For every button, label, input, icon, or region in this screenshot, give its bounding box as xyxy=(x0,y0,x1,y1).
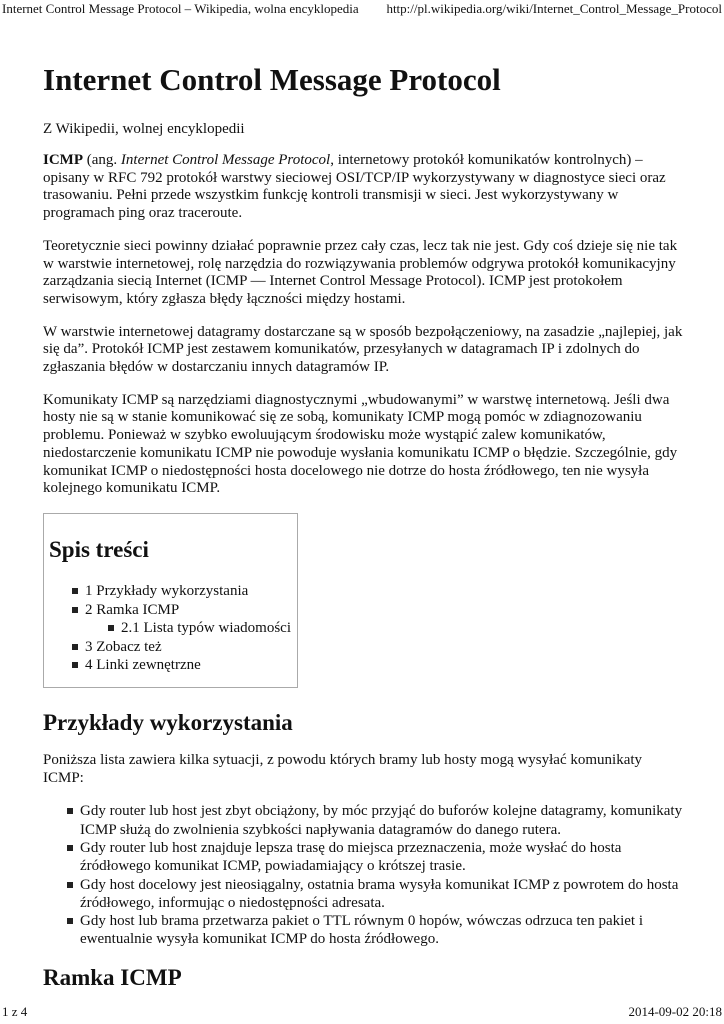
toc-item-label: 2.1 Lista typów wiadomości xyxy=(121,620,291,637)
page-url-header: http://pl.wikipedia.org/wiki/Internet_Control_Message_Protocol xyxy=(386,1,722,16)
intro-bold-term: ICMP xyxy=(43,152,83,168)
list-item xyxy=(43,839,683,876)
intro-italic-term: Internet Control Message Protocol xyxy=(120,152,331,168)
bullet-icon xyxy=(67,808,73,814)
page-number: 1 z 4 xyxy=(2,1004,28,1019)
tagline: Z Wikipedii, wolnej encyklopedii xyxy=(43,121,245,137)
list-item xyxy=(43,876,683,913)
toc-title: Spis treści xyxy=(49,536,149,562)
toc-item-label: 3 Zobacz też xyxy=(85,638,162,655)
bullet-icon xyxy=(72,662,78,668)
bullet-icon xyxy=(67,918,73,924)
print-header xyxy=(0,0,724,18)
list-item xyxy=(43,912,683,949)
toc-subitem[interactable] xyxy=(49,619,297,638)
table-of-contents xyxy=(43,513,298,688)
bullet-icon xyxy=(72,644,78,650)
toc-item[interactable] xyxy=(49,638,297,657)
list-item xyxy=(43,802,683,839)
print-datetime: 2014-09-02 20:18 xyxy=(628,1004,722,1019)
list-item-text: Gdy host docelowy jest nieosiągalny, ostatnia brama wysyła komunikat ICMP z powrotem do hosta źródłowego, informując o niedostępności adresata. xyxy=(80,876,679,911)
section-heading-examples: Przykłady wykorzystania xyxy=(43,709,293,735)
toc-item[interactable] xyxy=(49,656,297,675)
intro-ang: (ang. xyxy=(83,152,121,168)
list-item-text: Gdy router lub host znajduje lepsza trasę do miejsca przeznaczenia, może wysłać do hosta źródłowego komunikat ICMP, powiadamiający o krótszej trasie. xyxy=(80,839,622,875)
paragraph: Teoretycznie sieci powinny działać poprawnie przez cały czas, lecz tak nie jest. Gdy coś dzieje się nie tak w warstwie internetowej, rolę narzędzia do rozwiązywania problemów odgrywa protokół komunikacyjny zarządzania siecią Internet (ICMP — Internet Control Message Protocol). ICMP jest protokołem serwisowym, który zgłasza błędy łączności między hostami. xyxy=(43,237,678,307)
toc-item-label: 4 Linki zewnętrzne xyxy=(85,657,201,674)
bullet-icon xyxy=(72,588,78,594)
toc-item[interactable] xyxy=(49,601,297,620)
bullet-icon xyxy=(72,607,78,613)
intro-paragraph xyxy=(43,152,683,223)
section-lead: Poniższa lista zawiera kilka sytuacji, z powodu których bramy lub hosty mogą wysyłać komunikaty ICMP: xyxy=(43,751,643,786)
paragraph: W warstwie internetowej datagramy dostarczane są w sposób bezpołączeniowy, na zasadzie „najlepiej, jak się da”. Protokół ICMP jest zestawem komunikatów, przesyłanych w datagramach IP i zdolnych do zgłaszania błędów w dostarczaniu innych datagramów IP. xyxy=(43,323,683,376)
intro-rest: , internetowy protokół komunikatów kontrolnych) – opisany w RFC 792 protokół warstwy sieciowej OSI/TCP/IP wykorzystywany w diagnostyce sieci oraz trasowaniu. Pełni przede wszystkim funkcję kontroli transmisji w sieci. Jest wykorzystywany w programach ping oraz traceroute. xyxy=(43,152,666,222)
section-heading-frame: Ramka ICMP xyxy=(43,964,182,990)
list-item-text: Gdy host lub brama przetwarza pakiet o TTL równym 0 hopów, wówczas odrzuca ten pakiet i ewentualnie wysyła komunikat ICMP do hosta źródłowego. xyxy=(80,913,644,948)
page-title-header: Internet Control Message Protocol – Wikipedia, wolna encyklopedia xyxy=(2,1,359,16)
toc-item[interactable] xyxy=(49,582,297,601)
bullet-icon xyxy=(67,882,73,888)
paragraph: Komunikaty ICMP są narzędziami diagnostycznymi „wbudowanymi” w warstwę internetową. Jeśli dwa hosty nie są w stanie komunikować się ze sobą, komunikaty ICMP mogą pomóc w zdiagnozowaniu problemu. Ponieważ w szybko ewoluującym środowisku może wystąpić zalew komunikatów, niedostarczenie komunikatu ICMP nie powoduje wysłania komunikatu ICMP o błędzie. Szczególnie, gdy komunikat ICMP o niedostępności hosta docelowego nie dotrze do hosta źródłowego, ten nie wysyła kolejnego komunikatu ICMP. xyxy=(43,391,678,497)
toc-item-label: 1 Przykłady wykorzystania xyxy=(85,582,249,599)
list-item-text: Gdy router lub host jest zbyt obciążony, by móc przyjąć do buforów kolejne datagramy, komunikaty ICMP służą do zwolnienia szybkości napływania datagramów do danego rutera. xyxy=(80,803,683,838)
bullet-icon xyxy=(108,625,114,631)
print-footer xyxy=(0,1006,724,1024)
article-content xyxy=(43,58,683,1007)
examples-list xyxy=(43,802,683,948)
toc-list xyxy=(49,582,297,675)
toc-item-label: 2 Ramka ICMP xyxy=(85,601,180,618)
page-title: Internet Control Message Protocol xyxy=(43,62,501,97)
bullet-icon xyxy=(67,845,73,851)
